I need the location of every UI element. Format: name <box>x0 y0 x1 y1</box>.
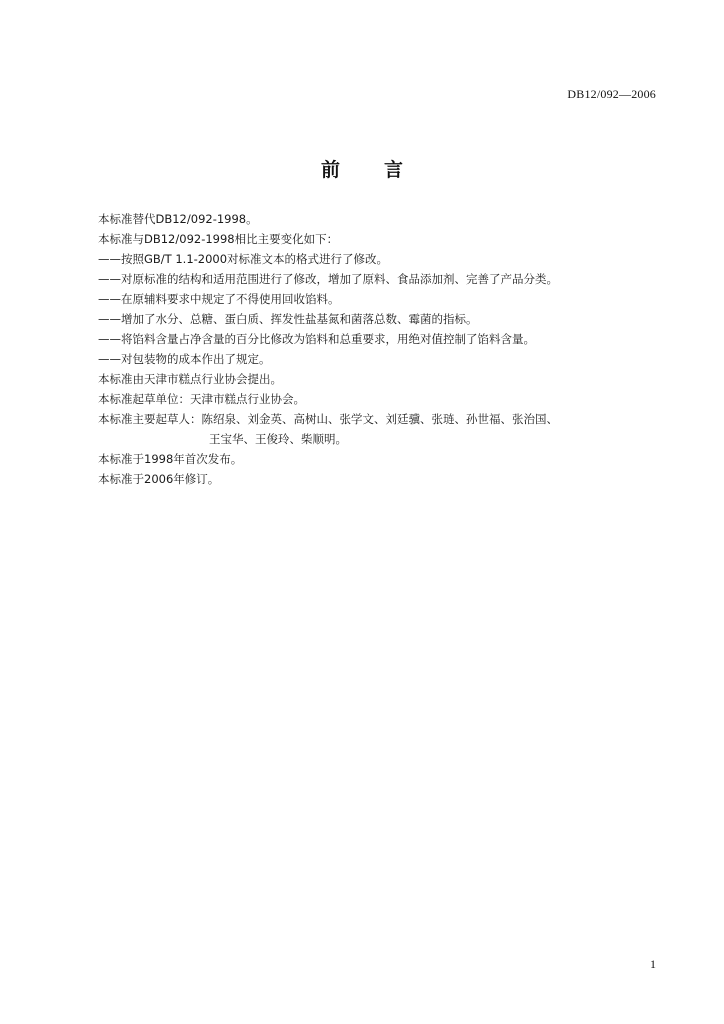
body-line: ——将馅料含量占净含量的百分比修改为馅料和总重要求，用绝对值控制了馅料含量。 <box>98 332 535 346</box>
title-char-2: 言 <box>384 159 404 181</box>
body-line: 本标准由天津市糕点行业协会提出。 <box>98 372 282 386</box>
body-line: ——在原辅料要求中规定了不得使用回收馅料。 <box>98 292 340 306</box>
body-line: 本标准于1998年首次发布。 <box>98 452 243 466</box>
body-line: ——按照GB/T 1.1-2000对标准文本的格式进行了修改。 <box>98 252 389 266</box>
body-line: 本标准起草单位：天津市糕点行业协会。 <box>98 392 305 406</box>
body-line: 本标准与DB12/092-1998相比主要变化如下： <box>98 232 339 246</box>
body-line: 本标准主要起草人：陈绍泉、刘金英、高树山、张学文、刘廷骥、张琏、孙世福、张治国、 <box>98 412 558 426</box>
document-code: DB12/092—2006 <box>567 87 656 101</box>
page-number: 1 <box>650 957 656 971</box>
body-line: 本标准于2006年修订。 <box>98 472 220 486</box>
page-title <box>0 155 724 182</box>
body-line: ——对原标准的结构和适用范围进行了修改，增加了原料、食品添加剂、完善了产品分类。 <box>98 272 558 286</box>
body-line-continuation: 王宝华、王俊玲、柴顺明。 <box>209 432 347 446</box>
body-line: ——对包装物的成本作出了规定。 <box>98 352 271 366</box>
title-char-1: 前 <box>320 159 340 181</box>
preface-body <box>98 209 658 489</box>
body-line: 本标准替代DB12/092-1998。 <box>98 212 258 226</box>
body-line: ——增加了水分、总糖、蛋白质、挥发性盐基氮和菌落总数、霉菌的指标。 <box>98 312 478 326</box>
